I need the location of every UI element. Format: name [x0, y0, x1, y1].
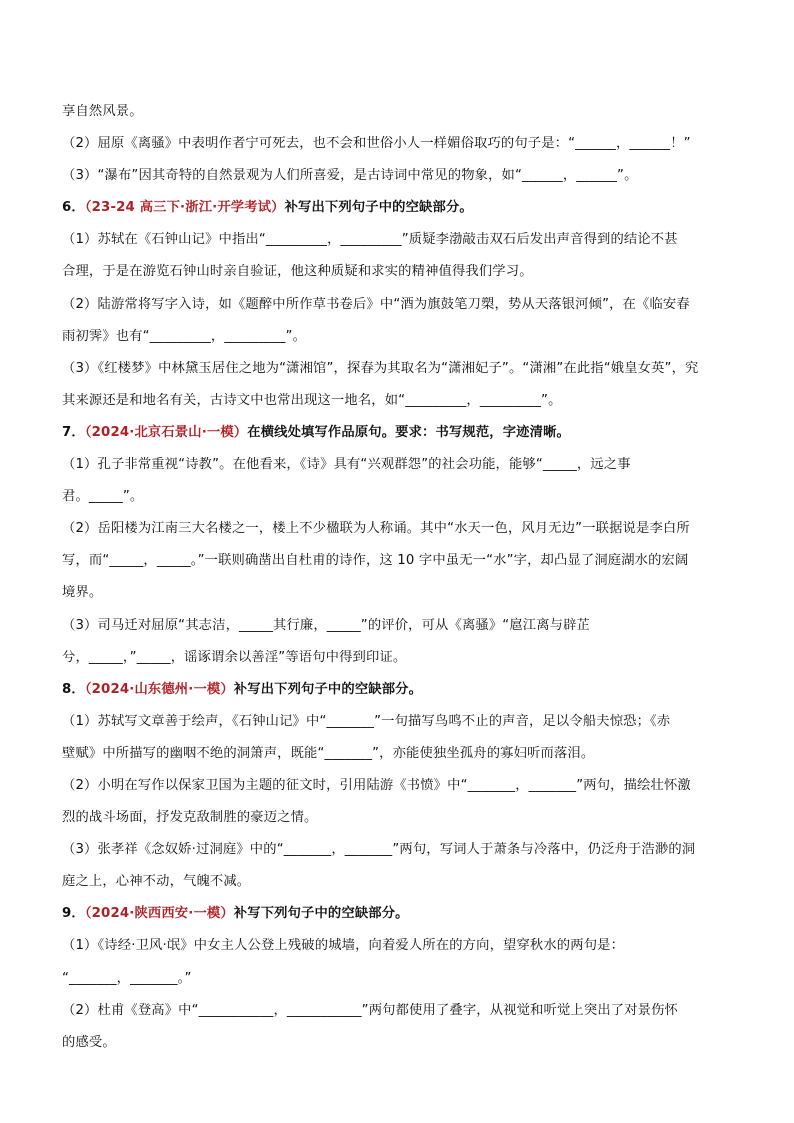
question-instruction: 补写出下列句子中的空缺部分。 [233, 681, 423, 697]
text-line: 的感受。 [62, 1034, 116, 1050]
question-9-heading [62, 898, 738, 930]
text-line: （3）张孝祥《念奴娇·过洞庭》中的“_______，_______”两句，写词人于萧条与冷落中，仍泛舟于浩渺的洞 [62, 842, 696, 858]
question-number: 9． [62, 906, 85, 922]
text-line: 君。_____”。 [62, 489, 144, 505]
question-source-tag: （2024·北京石景山·一模） [84, 424, 248, 440]
text-line: （2）屈原《离骚》中表明作者宁可死去，也不会和世俗小人一样媚俗取巧的句子是：“______，______！” [62, 136, 691, 152]
text-line: 烈的战斗场面，抒发克敌制胜的豪迈之情。 [62, 810, 318, 826]
text-line: 境界。 [62, 585, 103, 601]
question-7-heading [62, 417, 738, 449]
text-line: （1）《诗经·卫风·氓》中女主人公登上残破的城墙，向着爱人所在的方向，望穿秋水的两句是： [62, 938, 625, 954]
text-line: （1）孔子非常重视“诗教”。在他看来，《诗》具有“兴观群怨”的社会功能，能够“_____，远之事 [62, 457, 631, 473]
text-line: 享自然风景。 [62, 104, 143, 119]
question-number: 7． [62, 424, 85, 440]
text-line: （3）“瀑布”因其奇特的自然景观为人们所喜爱，是古诗词中常见的物象，如“______，______”。 [62, 168, 638, 184]
text-line: （2）杜甫《登高》中“___________，___________”两句都使用了叠字，从视觉和听觉上突出了对景伤怀 [62, 1002, 678, 1018]
text-line: （2）岳阳楼为江南三大名楼之一，楼上不少楹联为人称诵。其中“水天一色，风月无边”一联据说是李白所 [62, 521, 690, 537]
text-line: 雨初霁》也有“_________，_________”。 [62, 328, 307, 344]
question-instruction: 补写下列句子中的空缺部分。 [233, 906, 409, 922]
text-line: （3）《红楼梦》中林黛玉居住之地为“潇湘馆”，探春为其取名为“潇湘妃子”。“潇湘”在此指“娥皇女英”，究 [62, 360, 699, 376]
text-line: 其来源还是和地名有关，古诗文中也常出现这一地名，如“_________，_________”。 [62, 392, 562, 408]
question-source-tag: （2024·陕西西安·一模） [84, 906, 234, 922]
text-line: （3）司马迁对屈原“其志洁，_____其行廉，_____”的评价，可从《离骚》“扈江离与辟芷 [62, 617, 591, 633]
text-line: （1）苏轼写文章善于绘声，《石钟山记》中“_______”一句描写鸟鸣不止的声音，足以令船夫惊恐；《赤 [62, 713, 671, 729]
text-line: （2）陆游常将写字入诗，如《题醉中所作草书卷后》中“酒为旗鼓笔刀槊，势从天落银河倾”，在《临安春 [62, 296, 690, 312]
text-line: 庭之上，心神不动，气魄不减。 [62, 874, 251, 890]
text-line: （1）苏轼在《石钟山记》中指出“_________，_________”质疑李渤敲击双石后发出声音得到的结论不甚 [62, 232, 678, 248]
question-6-heading [62, 192, 738, 224]
question-instruction: 补写出下列句子中的空缺部分。 [284, 200, 473, 216]
question-source-tag: （23-24 高三下·浙江·开学考试） [84, 200, 285, 216]
question-instruction: 在横线处填写作品原句。要求：书写规范，字迹清晰。 [247, 424, 570, 440]
question-number: 6． [62, 200, 85, 216]
document-body [62, 96, 738, 1059]
question-source-tag: （2024·山东德州·一模） [84, 681, 234, 697]
text-line: 兮，_____，”_____，谣诼谓余以善淫”等语句中得到印证。 [62, 649, 407, 665]
question-number: 8． [62, 681, 85, 697]
text-line: （2）小明在写作以保家卫国为主题的征文时，引用陆游《书愤》中“_______，_______”两句，描绘壮怀激 [62, 777, 691, 793]
question-8-heading [62, 674, 738, 706]
text-line: 写，而“_____，_____。”一联则确凿出自杜甫的诗作，这 10 字中虽无一“水”字，却凸显了洞庭湖水的宏阔 [62, 553, 689, 569]
text-line: 壁赋》中所描写的幽咽不绝的洞箫声，既能“_______”，亦能使独坐孤舟的寡妇听而落泪。 [62, 745, 595, 761]
text-line: “_______，_______。” [62, 970, 192, 986]
text-line: 合理，于是在游览石钟山时亲自验证，他这种质疑和求实的精神值得我们学习。 [62, 264, 533, 280]
